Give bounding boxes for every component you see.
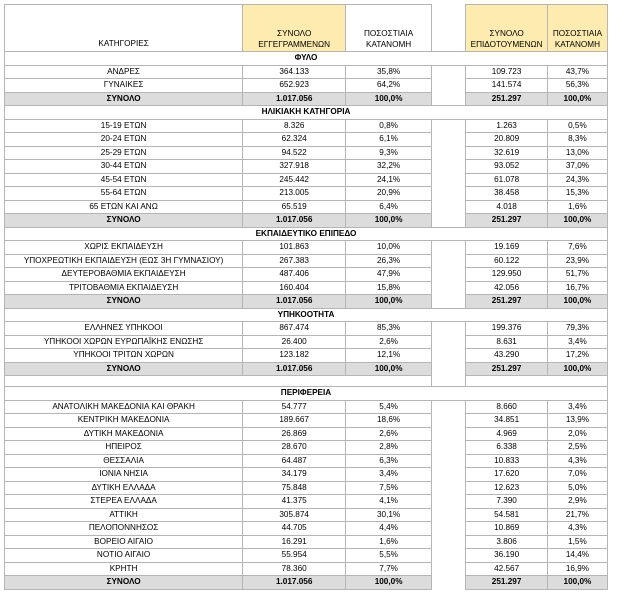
row-registered-pct: 2,6% — [346, 427, 432, 441]
total-subsidized: 251.297 — [466, 295, 548, 309]
total-registered: 1.017.056 — [243, 362, 346, 376]
row-subsidized: 93.052 — [466, 160, 548, 174]
row-subsidized-pct: 3,4% — [547, 335, 607, 349]
row-gap — [432, 133, 466, 147]
table-row — [5, 349, 608, 363]
table-row — [5, 281, 608, 295]
row-gap — [432, 241, 466, 255]
row-registered-pct: 12,1% — [346, 349, 432, 363]
row-registered-pct: 7,7% — [346, 562, 432, 576]
row-subsidized-pct: 21,7% — [547, 508, 607, 522]
total-label: ΣΥΝΟΛΟ — [5, 576, 243, 590]
row-registered: 245.442 — [243, 173, 346, 187]
row-subsidized: 43.290 — [466, 349, 548, 363]
row-category: ΗΠΕΙΡΟΣ — [5, 441, 243, 455]
total-subsidized: 251.297 — [466, 92, 548, 106]
row-category: 15-19 ΕΤΩΝ — [5, 119, 243, 133]
total-label: ΣΥΝΟΛΟ — [5, 214, 243, 228]
row-subsidized: 4.018 — [466, 200, 548, 214]
total-registered-pct: 100,0% — [346, 295, 432, 309]
row-category: 45-54 ΕΤΩΝ — [5, 173, 243, 187]
row-category: 65 ΕΤΩΝ ΚΑΙ ΑΝΩ — [5, 200, 243, 214]
header-subsidized — [466, 5, 548, 52]
row-registered: 364.133 — [243, 65, 346, 79]
header-pct1-line1: ΠΟΣΟΣΤΙΑΙΑ — [363, 29, 414, 38]
row-category: ΚΡΗΤΗ — [5, 562, 243, 576]
row-gap — [432, 400, 466, 414]
row-registered-pct: 2,8% — [346, 441, 432, 455]
row-registered-pct: 26,3% — [346, 254, 432, 268]
row-registered: 44.705 — [243, 522, 346, 536]
section-title: ΕΚΠΑΙΔΕΥΤΙΚΟ ΕΠΙΠΕΔΟ — [5, 227, 608, 241]
row-registered: 55.954 — [243, 549, 346, 563]
row-gap — [432, 508, 466, 522]
row-subsidized-pct: 1,6% — [547, 200, 607, 214]
total-subsidized: 251.297 — [466, 214, 548, 228]
row-registered: 75.848 — [243, 481, 346, 495]
row-subsidized-pct: 2,0% — [547, 427, 607, 441]
row-subsidized-pct: 2,5% — [547, 441, 607, 455]
header-gap — [432, 5, 466, 52]
row-gap — [432, 187, 466, 201]
row-subsidized: 199.376 — [466, 322, 548, 336]
total-subsidized: 251.297 — [466, 576, 548, 590]
total-row — [5, 214, 608, 228]
row-registered-pct: 47,9% — [346, 268, 432, 282]
section-title: ΥΠΗΚΟΟΤΗΤΑ — [5, 308, 608, 322]
row-registered-pct: 24,1% — [346, 173, 432, 187]
row-category: 20-24 ΕΤΩΝ — [5, 133, 243, 147]
row-subsidized-pct: 4,3% — [547, 454, 607, 468]
row-category: ΝΟΤΙΟ ΑΙΓΑΙΟ — [5, 549, 243, 563]
row-category: 30-44 ΕΤΩΝ — [5, 160, 243, 174]
row-subsidized: 8.631 — [466, 335, 548, 349]
section-header-row — [5, 227, 608, 241]
row-category: ΓΥΝΑΙΚΕΣ — [5, 79, 243, 93]
table-row — [5, 268, 608, 282]
row-subsidized: 36.190 — [466, 549, 548, 563]
row-registered-pct: 5,4% — [346, 400, 432, 414]
total-gap — [432, 576, 466, 590]
row-category: ΥΠΗΚΟΟΙ ΧΩΡΩΝ ΕΥΡΩΠΑΪΚΗΣ ΕΝΩΣΗΣ — [5, 335, 243, 349]
row-subsidized: 19.169 — [466, 241, 548, 255]
row-registered-pct: 6,4% — [346, 200, 432, 214]
spacer-row — [5, 376, 608, 387]
row-registered: 267.383 — [243, 254, 346, 268]
row-subsidized-pct: 56,3% — [547, 79, 607, 93]
row-registered-pct: 6,3% — [346, 454, 432, 468]
row-gap — [432, 322, 466, 336]
row-subsidized-pct: 8,3% — [547, 133, 607, 147]
row-subsidized: 42.056 — [466, 281, 548, 295]
row-subsidized-pct: 37,0% — [547, 160, 607, 174]
spacer-cell-right — [466, 376, 608, 387]
total-row — [5, 92, 608, 106]
total-gap — [432, 295, 466, 309]
row-gap — [432, 160, 466, 174]
row-registered: 487.406 — [243, 268, 346, 282]
row-registered-pct: 15,8% — [346, 281, 432, 295]
row-subsidized-pct: 43,7% — [547, 65, 607, 79]
header-subsidized-line2: ΕΠΙΔΟΤΟΥΜΕΝΩΝ — [470, 40, 543, 49]
table-row — [5, 133, 608, 147]
row-gap — [432, 254, 466, 268]
row-gap — [432, 481, 466, 495]
row-registered-pct: 85,3% — [346, 322, 432, 336]
row-category: ΔΥΤΙΚΗ ΜΑΚΕΔΟΝΙΑ — [5, 427, 243, 441]
table-row — [5, 414, 608, 428]
row-subsidized-pct: 2,9% — [547, 495, 607, 509]
row-subsidized-pct: 51,7% — [547, 268, 607, 282]
row-gap — [432, 268, 466, 282]
row-registered: 8.326 — [243, 119, 346, 133]
row-registered: 305.874 — [243, 508, 346, 522]
table-row — [5, 481, 608, 495]
row-registered: 160.404 — [243, 281, 346, 295]
row-gap — [432, 414, 466, 428]
row-registered-pct: 6,1% — [346, 133, 432, 147]
table-row — [5, 441, 608, 455]
row-gap — [432, 349, 466, 363]
total-gap — [432, 362, 466, 376]
spacer-cell — [5, 376, 432, 387]
row-registered-pct: 64,2% — [346, 79, 432, 93]
row-subsidized-pct: 24,3% — [547, 173, 607, 187]
row-registered-pct: 5,5% — [346, 549, 432, 563]
section-header-row — [5, 387, 608, 401]
row-category: ΙΟΝΙΑ ΝΗΣΙΑ — [5, 468, 243, 482]
table-row — [5, 508, 608, 522]
row-subsidized: 129.950 — [466, 268, 548, 282]
row-gap — [432, 173, 466, 187]
row-subsidized: 60.122 — [466, 254, 548, 268]
row-subsidized-pct: 23,9% — [547, 254, 607, 268]
table-row — [5, 173, 608, 187]
header-registered-line2: ΕΓΓΕΓΡΑΜΜΕΝΩΝ — [258, 40, 331, 49]
row-subsidized-pct: 15,3% — [547, 187, 607, 201]
total-subsidized: 251.297 — [466, 362, 548, 376]
row-gap — [432, 468, 466, 482]
row-category: ΘΕΣΣΑΛΙΑ — [5, 454, 243, 468]
row-category: 25-29 ΕΤΩΝ — [5, 146, 243, 160]
row-registered-pct: 10,0% — [346, 241, 432, 255]
row-category: ΤΡΙΤΟΒΑΘΜΙΑ ΕΚΠΑΙΔΕΥΣΗ — [5, 281, 243, 295]
row-registered: 41.375 — [243, 495, 346, 509]
row-subsidized: 61.078 — [466, 173, 548, 187]
total-registered-pct: 100,0% — [346, 362, 432, 376]
row-subsidized-pct: 17,2% — [547, 349, 607, 363]
table-row — [5, 522, 608, 536]
row-subsidized-pct: 5,0% — [547, 481, 607, 495]
row-registered-pct: 0,8% — [346, 119, 432, 133]
total-registered: 1.017.056 — [243, 295, 346, 309]
row-subsidized: 141.574 — [466, 79, 548, 93]
row-gap — [432, 146, 466, 160]
row-subsidized-pct: 7,0% — [547, 468, 607, 482]
header-registered-line1: ΣΥΝΟΛΟ — [277, 29, 312, 38]
row-gap — [432, 335, 466, 349]
row-category: ΕΛΛΗΝΕΣ ΥΠΗΚΟΟΙ — [5, 322, 243, 336]
row-category: ΑΤΤΙΚΗ — [5, 508, 243, 522]
row-subsidized: 12.623 — [466, 481, 548, 495]
table-row — [5, 146, 608, 160]
total-label: ΣΥΝΟΛΟ — [5, 362, 243, 376]
table-row — [5, 187, 608, 201]
row-subsidized: 10.869 — [466, 522, 548, 536]
row-registered: 652.923 — [243, 79, 346, 93]
row-registered-pct: 4,4% — [346, 522, 432, 536]
row-registered: 327.918 — [243, 160, 346, 174]
row-gap — [432, 200, 466, 214]
header-pct2 — [547, 5, 607, 52]
row-gap — [432, 562, 466, 576]
statistics-table — [4, 4, 608, 590]
table-row — [5, 160, 608, 174]
header-pct1 — [346, 5, 432, 52]
row-subsidized: 6.338 — [466, 441, 548, 455]
header-pct2-line1: ΠΟΣΟΣΤΙΑΙΑ — [552, 29, 603, 38]
row-registered: 78.360 — [243, 562, 346, 576]
row-registered-pct: 18,6% — [346, 414, 432, 428]
table-row — [5, 454, 608, 468]
row-subsidized: 54.581 — [466, 508, 548, 522]
section-title: ΦΥΛΟ — [5, 52, 608, 66]
row-gap — [432, 535, 466, 549]
section-title: ΗΛΙΚΙΑΚΗ ΚΑΤΗΓΟΡΙΑ — [5, 106, 608, 120]
total-gap — [432, 92, 466, 106]
total-row — [5, 295, 608, 309]
table-row — [5, 322, 608, 336]
total-label: ΣΥΝΟΛΟ — [5, 295, 243, 309]
header-row — [5, 5, 608, 52]
row-subsidized: 109.723 — [466, 65, 548, 79]
row-gap — [432, 441, 466, 455]
row-subsidized-pct: 14,4% — [547, 549, 607, 563]
row-subsidized-pct: 13,9% — [547, 414, 607, 428]
row-registered-pct: 4,1% — [346, 495, 432, 509]
row-category: ΠΕΛΟΠΟΝΝΗΣΟΣ — [5, 522, 243, 536]
row-category: ΔΕΥΤΕΡΟΒΑΘΜΙΑ ΕΚΠΑΙΔΕΥΣΗ — [5, 268, 243, 282]
section-header-row — [5, 308, 608, 322]
section-header-row — [5, 106, 608, 120]
table-row — [5, 562, 608, 576]
row-gap — [432, 495, 466, 509]
row-category: ΥΠΟΧΡΕΩΤΙΚΗ ΕΚΠΑΙΔΕΥΣΗ (ΕΩΣ 3Η ΓΥΜΝΑΣΙΟΥ) — [5, 254, 243, 268]
row-subsidized: 3.806 — [466, 535, 548, 549]
row-subsidized-pct: 7,6% — [547, 241, 607, 255]
row-registered: 34.179 — [243, 468, 346, 482]
total-subsidized-pct: 100,0% — [547, 362, 607, 376]
row-registered: 28.670 — [243, 441, 346, 455]
table-row — [5, 241, 608, 255]
row-subsidized-pct: 0,5% — [547, 119, 607, 133]
total-registered: 1.017.056 — [243, 92, 346, 106]
total-label: ΣΥΝΟΛΟ — [5, 92, 243, 106]
row-category: 55-64 ΕΤΩΝ — [5, 187, 243, 201]
row-registered-pct: 35,8% — [346, 65, 432, 79]
table-row — [5, 535, 608, 549]
row-registered: 65.519 — [243, 200, 346, 214]
total-subsidized-pct: 100,0% — [547, 576, 607, 590]
total-gap — [432, 214, 466, 228]
row-gap — [432, 65, 466, 79]
table-row — [5, 119, 608, 133]
row-registered: 16.291 — [243, 535, 346, 549]
row-gap — [432, 522, 466, 536]
total-registered-pct: 100,0% — [346, 92, 432, 106]
row-registered: 54.777 — [243, 400, 346, 414]
header-pct2-line2: ΚΑΤΑΝΟΜΗ — [554, 40, 601, 49]
row-subsidized-pct: 79,3% — [547, 322, 607, 336]
row-category: ΣΤΕΡΕΑ ΕΛΛΑΔΑ — [5, 495, 243, 509]
statistics-sheet — [4, 4, 628, 590]
table-row — [5, 65, 608, 79]
row-category: ΒΟΡΕΙΟ ΑΙΓΑΙΟ — [5, 535, 243, 549]
row-registered: 26.400 — [243, 335, 346, 349]
total-registered: 1.017.056 — [243, 576, 346, 590]
row-category: ΧΩΡΙΣ ΕΚΠΑΙΔΕΥΣΗ — [5, 241, 243, 255]
row-subsidized: 10.833 — [466, 454, 548, 468]
row-subsidized-pct: 3,4% — [547, 400, 607, 414]
row-registered-pct: 1,6% — [346, 535, 432, 549]
row-registered: 123.182 — [243, 349, 346, 363]
row-registered: 62.324 — [243, 133, 346, 147]
row-gap — [432, 281, 466, 295]
total-subsidized-pct: 100,0% — [547, 92, 607, 106]
table-row — [5, 468, 608, 482]
row-registered: 94.522 — [243, 146, 346, 160]
row-registered: 101.863 — [243, 241, 346, 255]
row-subsidized-pct: 1,5% — [547, 535, 607, 549]
row-registered-pct: 2,6% — [346, 335, 432, 349]
total-registered-pct: 100,0% — [346, 214, 432, 228]
row-subsidized: 42.567 — [466, 562, 548, 576]
spacer-gap — [432, 376, 466, 387]
row-category: ΔΥΤΙΚΗ ΕΛΛΑΔΑ — [5, 481, 243, 495]
row-subsidized: 20.809 — [466, 133, 548, 147]
row-subsidized: 8.660 — [466, 400, 548, 414]
total-row — [5, 576, 608, 590]
table-row — [5, 427, 608, 441]
row-gap — [432, 79, 466, 93]
row-gap — [432, 427, 466, 441]
row-subsidized: 38.458 — [466, 187, 548, 201]
section-header-row — [5, 52, 608, 66]
row-category: ΥΠΗΚΟΟΙ ΤΡΙΤΩΝ ΧΩΡΩΝ — [5, 349, 243, 363]
total-registered: 1.017.056 — [243, 214, 346, 228]
row-subsidized-pct: 4,3% — [547, 522, 607, 536]
row-subsidized-pct: 13,0% — [547, 146, 607, 160]
table-row — [5, 200, 608, 214]
row-subsidized: 4.969 — [466, 427, 548, 441]
row-registered-pct: 32,2% — [346, 160, 432, 174]
row-registered: 64.487 — [243, 454, 346, 468]
table-row — [5, 549, 608, 563]
row-registered-pct: 9,3% — [346, 146, 432, 160]
row-category: ΚΕΝΤΡΙΚΗ ΜΑΚΕΔΟΝΙΑ — [5, 414, 243, 428]
row-subsidized-pct: 16,7% — [547, 281, 607, 295]
row-category: ΑΝΔΡΕΣ — [5, 65, 243, 79]
total-subsidized-pct: 100,0% — [547, 295, 607, 309]
row-registered-pct: 20,9% — [346, 187, 432, 201]
total-row — [5, 362, 608, 376]
row-registered: 867.474 — [243, 322, 346, 336]
table-row — [5, 335, 608, 349]
row-registered: 213.005 — [243, 187, 346, 201]
section-title: ΠΕΡΙΦΕΡΕΙΑ — [5, 387, 608, 401]
row-subsidized-pct: 16,9% — [547, 562, 607, 576]
table-row — [5, 495, 608, 509]
table-row — [5, 254, 608, 268]
row-subsidized: 7.390 — [466, 495, 548, 509]
table-row — [5, 79, 608, 93]
row-subsidized: 34.851 — [466, 414, 548, 428]
header-pct1-line2: ΚΑΤΑΝΟΜΗ — [366, 40, 412, 49]
row-registered: 189.667 — [243, 414, 346, 428]
row-gap — [432, 119, 466, 133]
total-registered-pct: 100,0% — [346, 576, 432, 590]
header-categories: ΚΑΤΗΓΟΡΙΕΣ — [5, 5, 243, 52]
row-subsidized: 32.619 — [466, 146, 548, 160]
table-row — [5, 400, 608, 414]
row-registered: 26.869 — [243, 427, 346, 441]
row-subsidized: 1.263 — [466, 119, 548, 133]
row-category: ΑΝΑΤΟΛΙΚΗ ΜΑΚΕΔΟΝΙΑ ΚΑΙ ΘΡΑΚΗ — [5, 400, 243, 414]
row-registered-pct: 7,5% — [346, 481, 432, 495]
header-registered — [243, 5, 346, 52]
total-subsidized-pct: 100,0% — [547, 214, 607, 228]
row-registered-pct: 30,1% — [346, 508, 432, 522]
row-registered-pct: 3,4% — [346, 468, 432, 482]
row-gap — [432, 549, 466, 563]
row-gap — [432, 454, 466, 468]
row-subsidized: 17.620 — [466, 468, 548, 482]
header-subsidized-line1: ΣΥΝΟΛΟ — [489, 29, 524, 38]
